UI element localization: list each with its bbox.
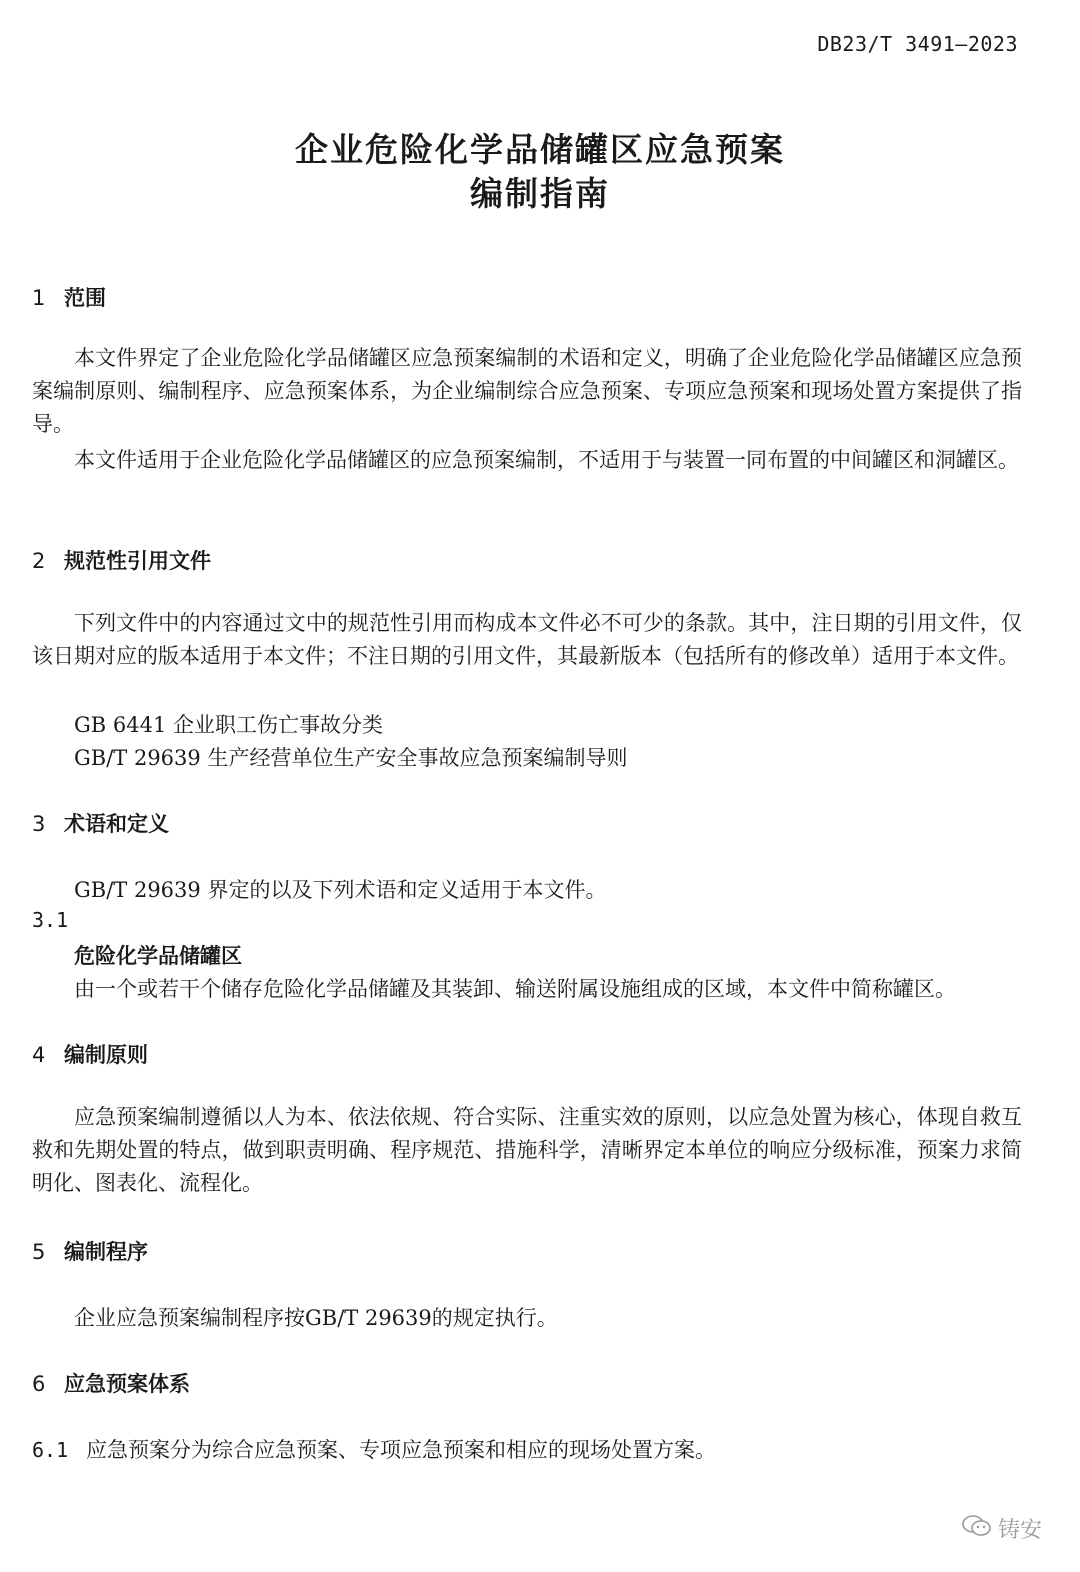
section-6-number: 6	[32, 1372, 46, 1396]
section-2-title: 规范性引用文件	[64, 549, 211, 573]
section-2-heading	[32, 545, 211, 575]
section-4-title: 编制原则	[64, 1043, 148, 1067]
wechat-icon	[962, 1514, 992, 1544]
section-3-heading	[32, 808, 169, 838]
section-3-paragraph-1: GB/T 29639 界定的以及下列术语和定义适用于本文件。	[74, 878, 607, 902]
section-5-number: 5	[32, 1240, 46, 1264]
section-6-title: 应急预案体系	[64, 1372, 190, 1396]
section-3-number: 3	[32, 812, 46, 836]
section-5-title: 编制程序	[64, 1240, 148, 1264]
term-definition: 由一个或若干个储存危险化学品储罐及其装卸、输送附属设施组成的区域，本文件中简称罐区。	[74, 977, 956, 1001]
clause-6-1-number: 6.1	[32, 1438, 69, 1462]
section-2-number: 2	[32, 549, 46, 573]
section-5-paragraph-1: 企业应急预案编制程序按GB/T 29639的规定执行。	[74, 1306, 558, 1330]
section-1-number: 1	[32, 286, 46, 310]
document-title-line1: 企业危险化学品储罐区应急预案	[295, 130, 785, 169]
section-1-paragraph-2: 本文件适用于企业危险化学品储罐区的应急预案编制，不适用于与装置一同布置的中间罐区和洞罐区。	[74, 448, 1019, 472]
section-3-title: 术语和定义	[64, 812, 169, 836]
section-5-heading	[32, 1236, 148, 1266]
section-1-heading	[32, 282, 106, 312]
watermark-text: 铸安	[997, 1518, 1042, 1543]
section-2-paragraph-1: 下列文件中的内容通过文中的规范性引用而构成本文件必不可少的条款。其中，注日期的引用文件，仅该日期对应的版本适用于本文件；不注日期的引用文件，其最新版本（包括所有的修改单）适用于本文件。	[32, 611, 1022, 668]
section-1-title: 范围	[64, 286, 106, 310]
normative-reference: GB/T 29639 生产经营单位生产安全事故应急预案编制导则	[74, 746, 628, 770]
clause-6-1-text: 应急预案分为综合应急预案、专项应急预案和相应的现场处置方案。	[86, 1438, 716, 1462]
watermark	[962, 1513, 1042, 1544]
term-number: 3.1	[32, 908, 69, 932]
section-6-heading	[32, 1368, 190, 1398]
clause-6-1	[32, 1434, 716, 1464]
section-4-number: 4	[32, 1043, 46, 1067]
document-title-line2: 编制指南	[470, 174, 610, 213]
section-4-paragraph-1: 应急预案编制遵循以人为本、依法依规、符合实际、注重实效的原则，以应急处置为核心，体现自救互救和先期处置的特点，做到职责明确、程序规范、措施科学，清晰界定本单位的响应分级标准，预案力求简明化、图表化、流程化。	[32, 1105, 1022, 1195]
term-title: 危险化学品储罐区	[74, 944, 242, 968]
standard-code: DB23/T 3491—2023	[817, 32, 1018, 56]
section-4-heading	[32, 1039, 148, 1069]
section-1-paragraph-1: 本文件界定了企业危险化学品储罐区应急预案编制的术语和定义，明确了企业危险化学品储罐区应急预案编制原则、编制程序、应急预案体系，为企业编制综合应急预案、专项应急预案和现场处置方案提供了指导。	[32, 346, 1022, 436]
normative-reference: GB 6441 企业职工伤亡事故分类	[74, 713, 384, 737]
